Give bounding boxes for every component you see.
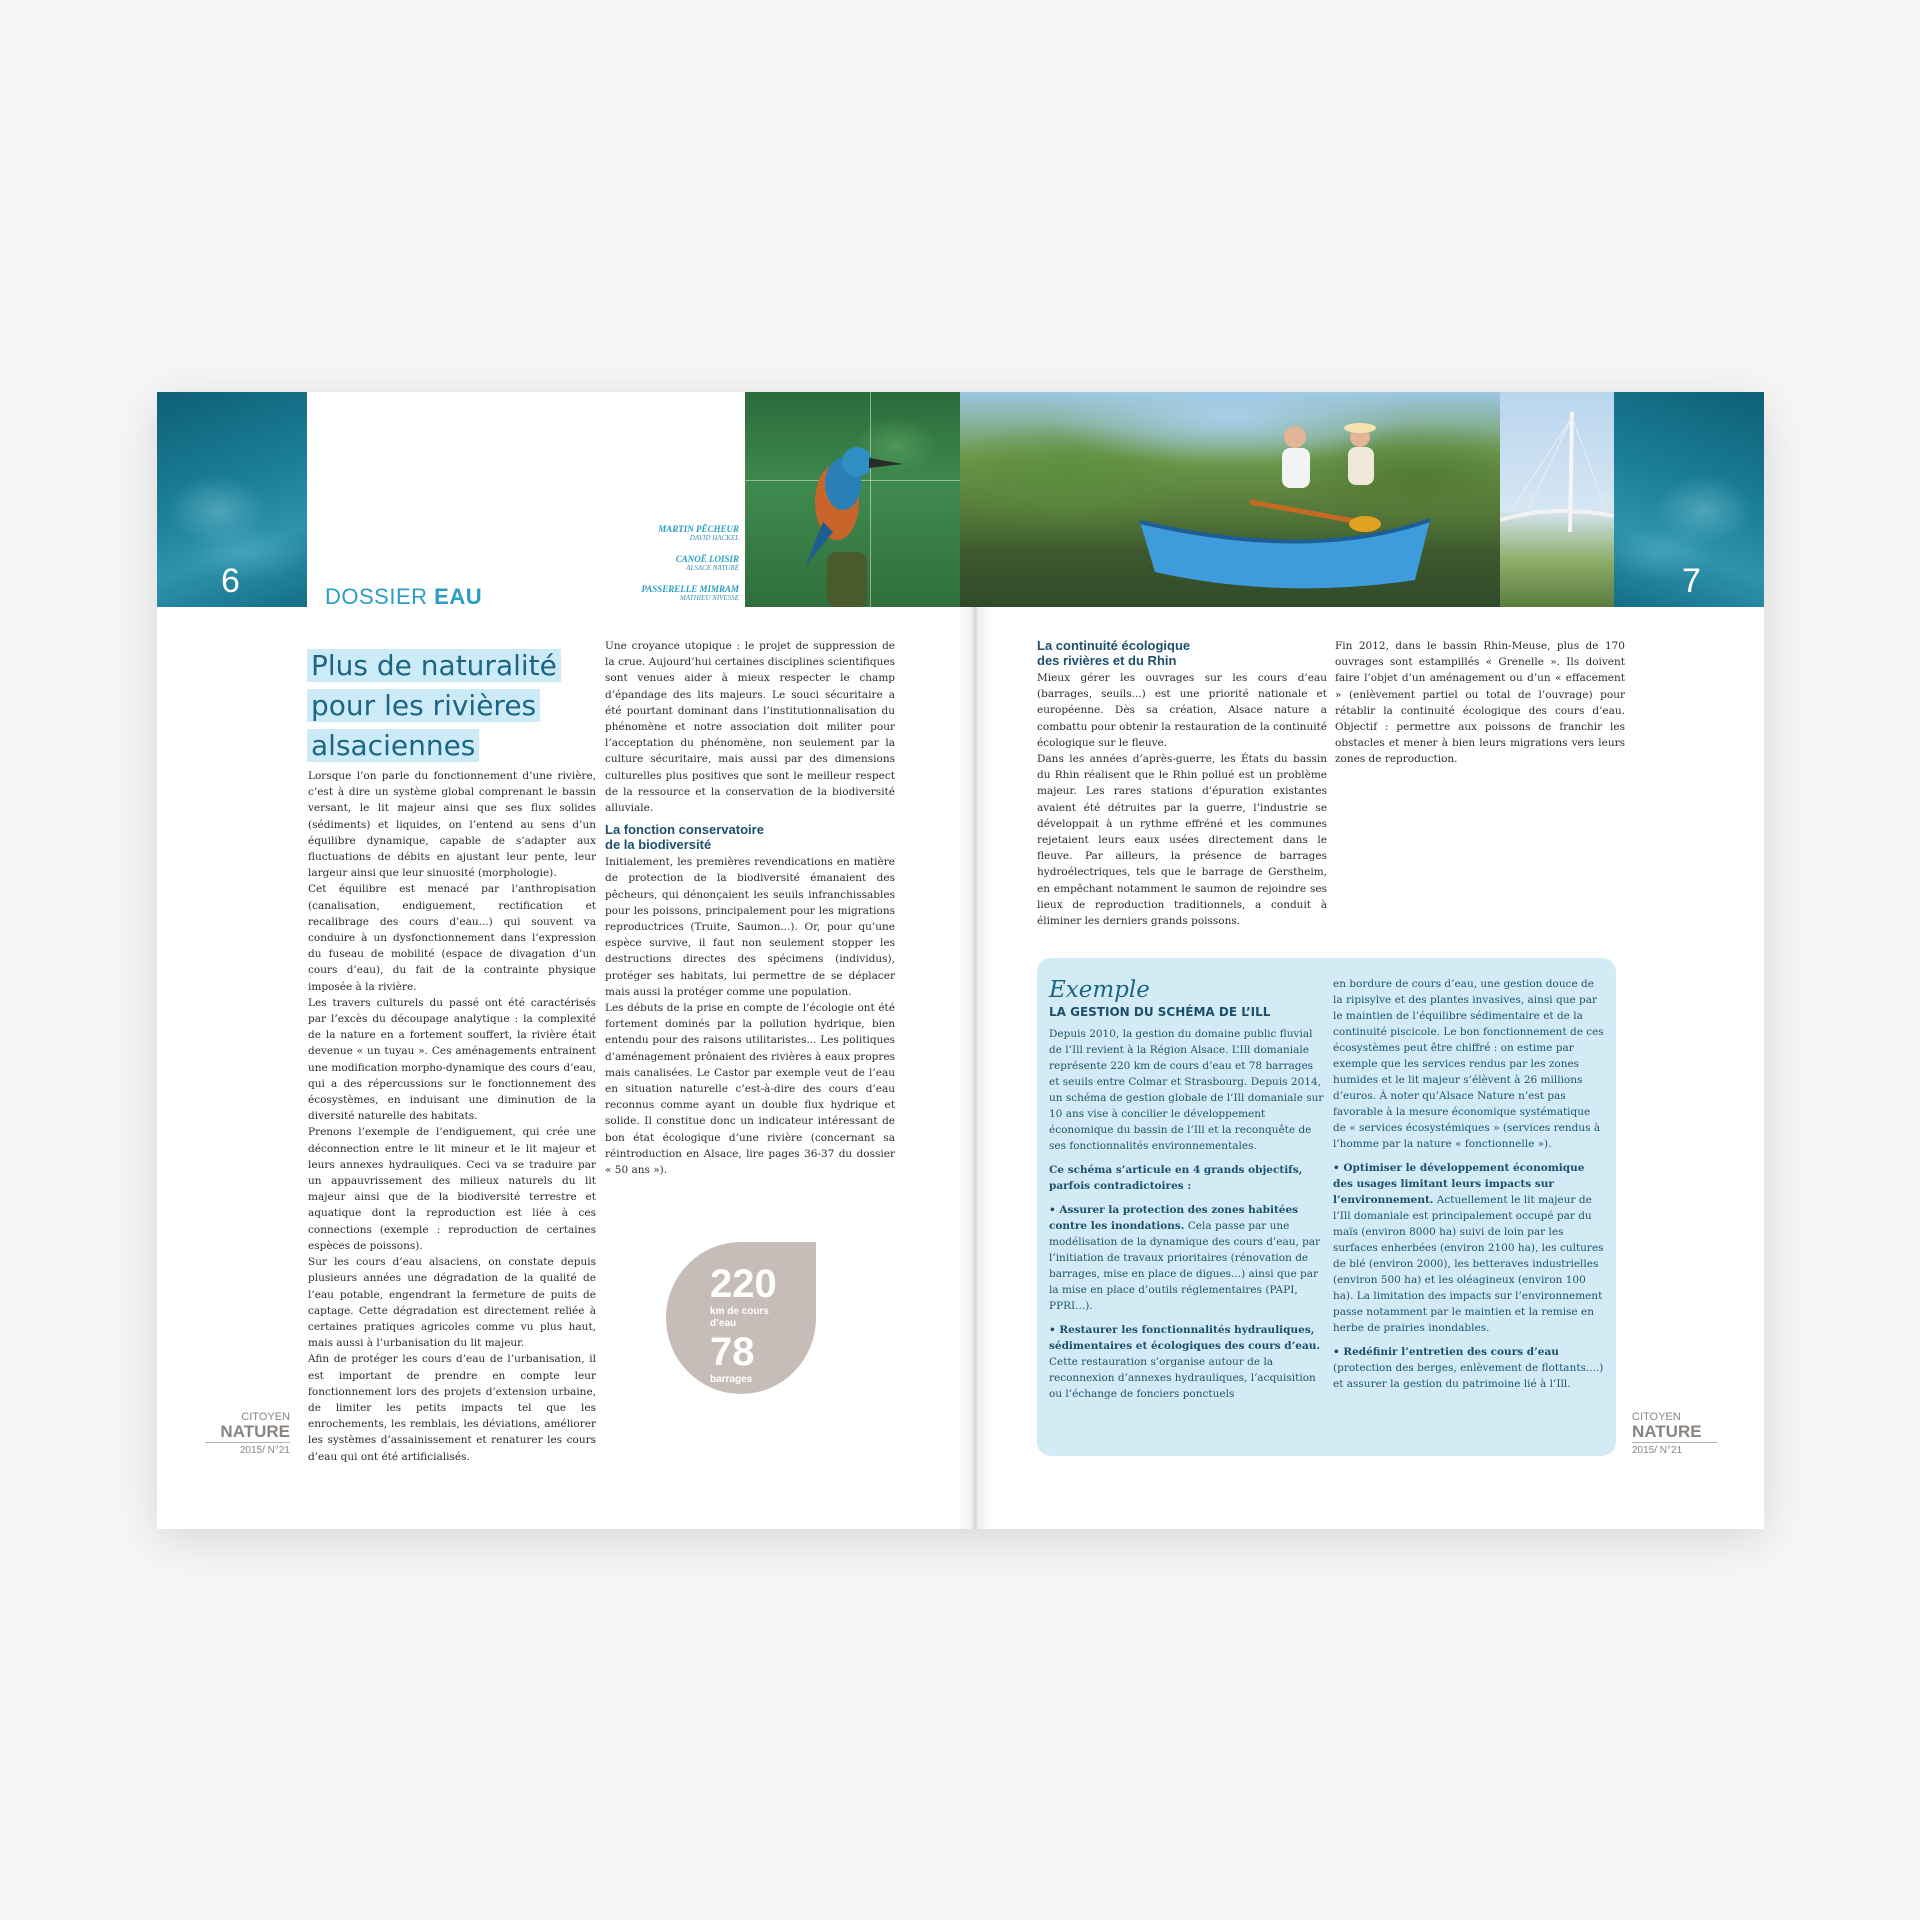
- subheading: [605, 822, 895, 852]
- bridge-illustration: [1500, 392, 1614, 607]
- photo-credits: [577, 512, 739, 602]
- stat-label-dams: barrages: [710, 1374, 753, 1385]
- canoe-photo: [960, 392, 1500, 607]
- article-column-2: [605, 638, 895, 1178]
- objective-title: • Restaurer les fonctionnalités hydrauliques, sédimentaires et écologiques des cours d’eau.: [1049, 1324, 1321, 1352]
- credit-photo-name: CANOË LOISIR: [675, 554, 739, 564]
- kingfisher-photo: [745, 392, 960, 607]
- stat-number-dams: 78: [710, 1330, 755, 1374]
- paragraph: Depuis 2010, la gestion du domaine public fluvial de l’Ill revient à la Région Alsace. L’Ill domaniale représente 220 km de cours d’eau et 78 barrages et seuils entre Colmar et Strasbourg. Depuis 2014, un schéma de gestion globale de l’Ill domaniale sur 10 ans vise à concilier le développement économique du bassin de l’Ill et la reconquête de ses fonctionnalités environnementales.: [1049, 1028, 1324, 1152]
- subheading-line: La continuité écologique: [1037, 638, 1191, 653]
- example-column-2: [1333, 976, 1605, 1400]
- objective-item: [1049, 1322, 1324, 1402]
- article-column-4: [1335, 638, 1625, 768]
- paragraph: en bordure de cours d’eau, une gestion douce de la ripisylve et des plantes invasives, ainsi que par le maintien de l’équilibre sédimentaire et de la continuité piscicole. Le bon fonctionnement de ces écosystèmes peut être chiffré : on estime par exemple que les services rendus par les zones humides et le lit majeur s’élèvent à 26 millions d’euros. À noter qu’Alsace Nature n’est pas favorable à la mesure économique systématique de « services écosystémiques » (services rendus à l’homme par la nature « fonctionnelle »).: [1333, 978, 1604, 1150]
- paragraph: Lorsque l’on parle du fonctionnement d’une rivière, c’est à dire un système global comprenant le bassin versant, le lit majeur ainsi que ses flux solides (sédiments) et liquides, on l’entend au sens d’un équilibre dynamique, capable de s’adapter aux fluctuations de débits en ajustant leur pente, leur largeur ainsi que leur sinuosité (morphologie).: [308, 770, 596, 880]
- footer-right: [1632, 1412, 1717, 1456]
- subheading-line: des rivières et du Rhin: [1037, 653, 1177, 668]
- credit-item: [577, 584, 739, 602]
- subheading: [1037, 638, 1327, 668]
- objective-text: Cela passe par une modélisation de la dynamique des cours d’eau, par l’initiation de travaux prioritaires (rénovation de barrages, mise en place de digues...) ainsi que par la mise en place d’outils réglementaires (PAPI, PPRI...).: [1049, 1220, 1321, 1312]
- footer-nature: NATURE: [220, 1422, 290, 1441]
- example-column-1: [1049, 976, 1324, 1410]
- paragraph: Afin de protéger les cours d’eau de l’urbanisation, il est important de prendre en compte leur fonctionnement lors des projets d’extension urbaine, de limiter les petits impacts tel que les enrochements, les remblais, les déviations, améliorer les systèmes d’assainissement et renaturer les cours d’eau qui ont été artificialisés.: [308, 1353, 596, 1463]
- subheading-line: de la biodiversité: [605, 837, 712, 853]
- stat-number-km: 220: [710, 1262, 777, 1306]
- credit-author: MATHIEU NIVESSE: [679, 594, 739, 602]
- paragraph: [1049, 1162, 1324, 1194]
- objective-text: Cette restauration s’organise autour de la reconnexion d’annexes hydrauliques, l’acquisition ou l’échange de fonciers ponctuels: [1049, 1356, 1316, 1400]
- teal-water-banner-right: [1614, 392, 1764, 607]
- footer-divider: [205, 1442, 290, 1443]
- paragraph: Sur les cours d’eau alsaciens, on constate depuis plusieurs années une dégradation de la qualité de l’eau potable, engendrant la fermeture de puits de captage. Cette dégradation est directement reliée à certaines pratiques agricoles comme vu plus haut, mais aussi à l’urbanisation du lit majeur.: [308, 1256, 596, 1350]
- objective-item: [1333, 1160, 1605, 1336]
- objective-item: [1049, 1202, 1324, 1314]
- kingfisher-illustration: [745, 392, 960, 607]
- objective-title: • Optimiser le développement économique des usages limitant leurs impacts sur l’environnement.: [1333, 1162, 1585, 1206]
- objective-text: (protection des berges, enlèvement de flottants....) et assurer la gestion du patrimoine lié à l’Ill.: [1333, 1362, 1604, 1390]
- objectives-intro: Ce schéma s’articule en 4 grands objectifs, parfois contradictoires :: [1049, 1164, 1303, 1192]
- footer-left: [205, 1412, 290, 1456]
- example-heading: Exemple: [1049, 977, 1150, 1003]
- footer-nature: NATURE: [1632, 1422, 1702, 1441]
- paragraph: Une croyance utopique : le projet de suppression de la crue. Aujourd’hui certaines disciplines scientifiques sont venues aider à mieux respecter le champ d’épandage des lits majeurs. Le souci sécuritaire a été pourtant dominant dans l’institutionnalisation du phénomène et notre association doit militer pour l’acceptation du phénomène, non seulement par la culture sécuritaire, mais aussi par des dimensions culturelles plus positives que sont le meilleur respect de la ressource et la conservation de la biodiversité alluviale.: [605, 640, 895, 815]
- objective-title: • Assurer la protection des zones habitées contre les inondations.: [1049, 1204, 1299, 1232]
- footer-issue: 2015/ N°21: [1632, 1445, 1683, 1456]
- article-title: [307, 646, 592, 766]
- credit-photo-name: MARTIN PÊCHEUR: [658, 524, 739, 534]
- section-label-bold: EAU: [434, 584, 483, 609]
- footer-divider: [1632, 1442, 1717, 1443]
- example-subheading: LA GESTION DU SCHÉMA DE L’ILL: [1049, 1005, 1271, 1019]
- magazine-spread: [157, 392, 1764, 1529]
- credit-author: DAVID HACKEL: [689, 534, 739, 542]
- canoe-illustration: [960, 392, 1500, 607]
- footer-issue: 2015/ N°21: [239, 1445, 290, 1456]
- title-line: pour les rivières: [307, 689, 540, 722]
- paragraph: Dans les années d’après-guerre, les États du bassin du Rhin réalisent que le Rhin pollué est un problème majeur. Les rares stations d’épuration existantes avaient été détruites par la guerre, l’industrie se développait à un rythme effréné et les communes rejetaient leurs eaux usées directement dans le fleuve. Par ailleurs, la présence de barrages hydroélectriques, tels que le barrage de Gerstheim, en empêchant notamment le saumon de rejoindre ses lieux de reproduction traditionnels, a conduit à éliminer les derniers grands poissons.: [1037, 753, 1327, 928]
- objective-item: [1333, 1344, 1605, 1392]
- paragraph: Les débuts de la prise en compte de l’écologie ont été fortement dominés par la pollution hydrique, bien entendu pour des raisons utilitaristes... Les politiques d’aménagement prônaient des rivières à eaux propres mais canalisées. Le Castor par exemple veut de l’eau en situation naturelle c’est-à-dire des cours d’eau reconnus comme ayant un double flux hydrique et solide. Il constitue donc un indicateur intéressant de bon état écologique d’une rivière (concernant sa réintroduction en Alsace, lire pages 36-37 du dossier « 50 ans »).: [605, 1002, 895, 1177]
- paragraph: Les travers culturels du passé ont été caractérisés par l’excès du découpage analytique : la complexité de la nature en a fortement souffert, la rivière était devenue « un tuyau ». Ces aménagements entrainent une modification morpho-dynamique des cours d’eau, qui a des répercussions sur le fonctionnement des écosystèmes, en induisant une diminution de la diversité naturelle des habitats.: [308, 996, 596, 1123]
- section-label-prefix: DOSSIER: [325, 584, 435, 609]
- page-number-left: 6: [221, 562, 240, 600]
- title-line: Plus de naturalité: [307, 649, 561, 682]
- section-label: [325, 584, 482, 610]
- subheading-line: La fonction conservatoire: [605, 822, 764, 838]
- paragraph: Initialement, les premières revendications en matière de protection de la biodiversité émanaient des pêcheurs, qui dénonçaient les seuils infranchissables pour les poissons, principalement pour les migrations reproductrices (Truite, Saumon...). Or, pour qu’une espèce survive, il faut non seulement stopper les destructions directes des spécimens (individus), protéger ses habitats, lui permettre de se déplacer mais aussi la protéger comme une population.: [605, 856, 895, 998]
- footer-citoyen: CITOYEN: [241, 1411, 290, 1423]
- credit-photo-name: PASSERELLE MIMRAM: [641, 584, 739, 594]
- paragraph: Cet équilibre est menacé par l’anthropisation (canalisation, endiguement, rectification et recalibrage des cours d’eau...) qui souvent va conduire à un dysfonctionnement dans l’expression du fuseau de mobilité (espace de divagation d’un cours d’eau), du fait de la contrainte physique imposée à la rivière.: [308, 883, 596, 993]
- article-column-3: [1037, 638, 1327, 929]
- paragraph: Fin 2012, dans le bassin Rhin-Meuse, plus de 170 ouvrages sont estampillés « Grenelle ». Ils doivent faire l’objet d’un aménagement ou d’un « effacement » (enlèvement partiel ou total de l’ouvrage) pour rétablir la continuité écologique des cours d’eau. Objectif : permettre aux poissons de franchir les obstacles et mener à bien leurs migrations vers leurs zones de reproduction.: [1335, 640, 1625, 766]
- teal-water-banner-left: [157, 392, 307, 607]
- example-box: [1037, 958, 1616, 1456]
- paragraph: Prenons l’exemple de l’endiguement, qui crée une déconnection entre le lit mineur et le lit majeur et leurs annexes hydrauliques. Ceci va se traduire par un appauvrissement des milieux naturels du lit majeur ainsi que de la biodiversité terrestre et aquatique dont la reproduction est liée à ces connections (exemple : reproduction de certaines espèces de poissons).: [308, 1126, 596, 1252]
- stats-badge: [666, 1242, 816, 1394]
- credit-item: [577, 554, 739, 572]
- page-number-right: 7: [1682, 562, 1701, 600]
- paragraph: Mieux gérer les ouvrages sur les cours d’eau (barrages, seuils...) est une priorité nationale et européenne. Dès sa création, Alsace nature a combattu pour obtenir la restauration de la continuité écologique sur le fleuve.: [1037, 672, 1327, 749]
- footer-citoyen: CITOYEN: [1632, 1411, 1681, 1423]
- objective-text: Actuellement le lit majeur de l’Ill domaniale est principalement occupé par du maïs (environ 8000 ha) suivi de loin par les surfaces enherbées (environ 2100 ha), les cultures de blé (environ 2000), les betteraves industrielles (environ 500 ha) et les oléagineux (environ 100 ha). La limitation des impacts sur l’environnement passe notamment par le maintien et la remise en herbe de prairies inondables.: [1333, 1194, 1604, 1334]
- credit-item: [577, 524, 739, 542]
- stat-label-km: km de cours d’eau: [710, 1306, 769, 1329]
- credit-author: ALSACE NATURE: [686, 564, 739, 572]
- bridge-photo: [1500, 392, 1614, 607]
- title-line: alsaciennes: [307, 729, 479, 762]
- objective-title: • Redéfinir l’entretien des cours d’eau: [1333, 1346, 1559, 1358]
- article-column-1: [308, 768, 596, 1465]
